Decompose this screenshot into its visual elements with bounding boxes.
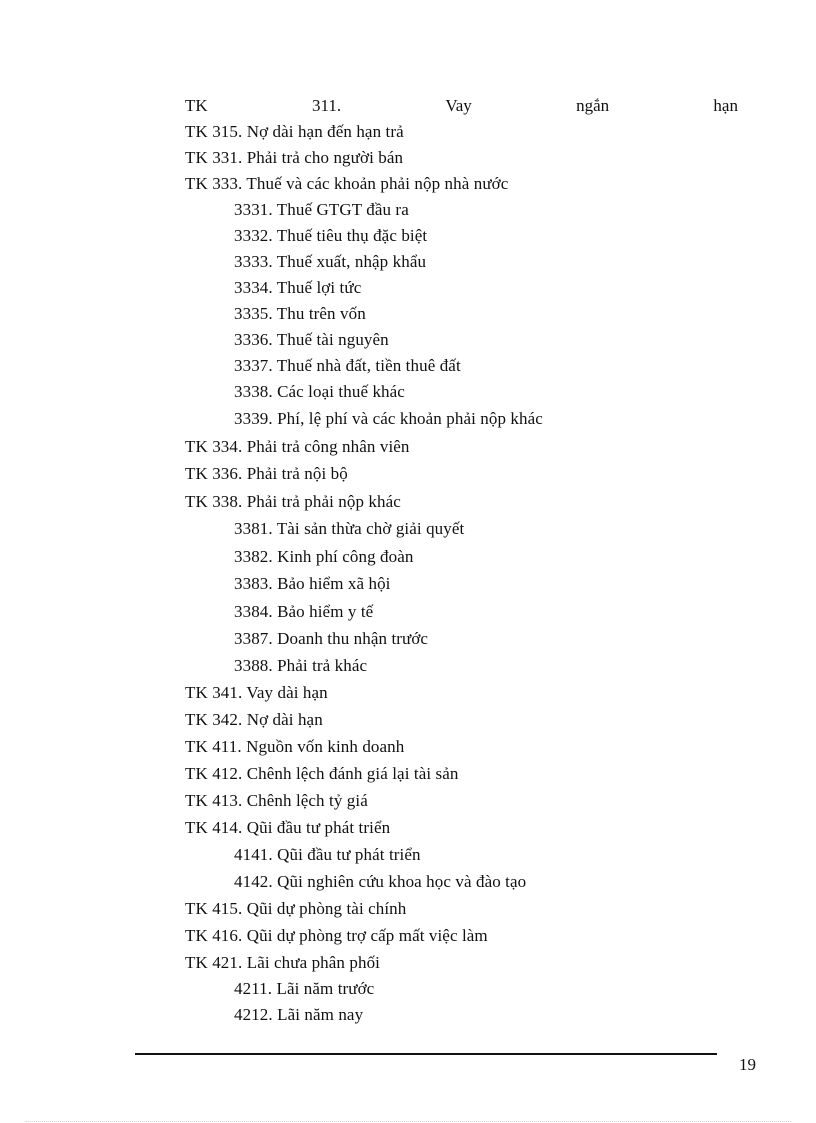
account-line: TK 341. Vay dài hạn — [185, 682, 328, 702]
footer-divider — [135, 1053, 717, 1055]
account-line: TK 416. Qũi dự phòng trợ cấp mất việc làm — [185, 925, 488, 945]
sub-account-line: 3336. Thuế tài nguyên — [234, 330, 389, 349]
sub-account-line: 3387. Doanh thu nhận trước — [234, 628, 429, 648]
sub-account-line: 4211. Lãi năm trước — [234, 978, 375, 998]
account-line: TK 315. Nợ dài hạn đến hạn trả — [185, 122, 404, 141]
account-line-311 — [185, 93, 738, 119]
sub-account-line: 4141. Qũi đầu tư phát triển — [234, 844, 421, 864]
account-line: TK 338. Phải trả phải nộp khác — [185, 491, 401, 511]
first-line-word: hạn — [713, 96, 738, 115]
sub-account-line: 3384. Bảo hiểm y tế — [234, 601, 374, 621]
sub-account-line: 3382. Kinh phí công đoàn — [234, 546, 414, 566]
account-line: TK 413. Chênh lệch tỷ giá — [185, 790, 368, 810]
account-line: TK 342. Nợ dài hạn — [185, 709, 323, 729]
first-line-word: Vay — [445, 96, 472, 115]
first-line-word: 311. — [311, 96, 342, 115]
account-line: TK 333. Thuế và các khoản phải nộp nhà nước — [185, 174, 509, 193]
account-list — [185, 93, 738, 1028]
page-edge-divider — [25, 1121, 791, 1122]
account-line: TK 412. Chênh lệch đánh giá lại tài sản — [185, 763, 459, 783]
first-line-word: TK — [185, 96, 208, 115]
first-line-word: ngắn — [576, 96, 610, 115]
account-line: TK 334. Phải trả công nhân viên — [185, 436, 410, 456]
account-line: TK 331. Phải trả cho người bán — [185, 148, 404, 167]
account-line: TK 336. Phải trả nội bộ — [185, 464, 348, 483]
account-line: TK 411. Nguồn vốn kinh doanh — [185, 736, 405, 756]
sub-account-line: 4142. Qũi nghiên cứu khoa học và đào tạo — [234, 871, 527, 891]
page-number: 19 — [739, 1055, 756, 1074]
sub-account-line: 3331. Thuế GTGT đầu ra — [234, 200, 409, 219]
account-line: TK 414. Qũi đầu tư phát triển — [185, 817, 391, 837]
sub-account-line: 3332. Thuế tiêu thụ đặc biệt — [234, 226, 428, 245]
sub-account-line: 3338. Các loại thuế khác — [234, 382, 405, 401]
sub-account-line: 3383. Bảo hiểm xã hội — [234, 574, 391, 593]
account-line: TK 421. Lãi chưa phân phối — [185, 952, 380, 972]
sub-account-line: 3333. Thuế xuất, nhập khẩu — [234, 252, 427, 271]
sub-account-line: 3339. Phí, lệ phí và các khoản phải nộp khác — [234, 409, 543, 428]
sub-account-line: 3335. Thu trên vốn — [234, 304, 366, 323]
sub-account-line: 3381. Tài sản thừa chờ giải quyết — [234, 519, 465, 538]
sub-account-line: 3388. Phải trả khác — [234, 655, 368, 675]
account-line: TK 415. Qũi dự phòng tài chính — [185, 898, 407, 918]
sub-account-line: 3337. Thuế nhà đất, tiền thuê đất — [234, 356, 461, 375]
sub-account-line: 4212. Lãi năm nay — [234, 1004, 364, 1024]
sub-account-line: 3334. Thuế lợi tức — [234, 278, 362, 297]
